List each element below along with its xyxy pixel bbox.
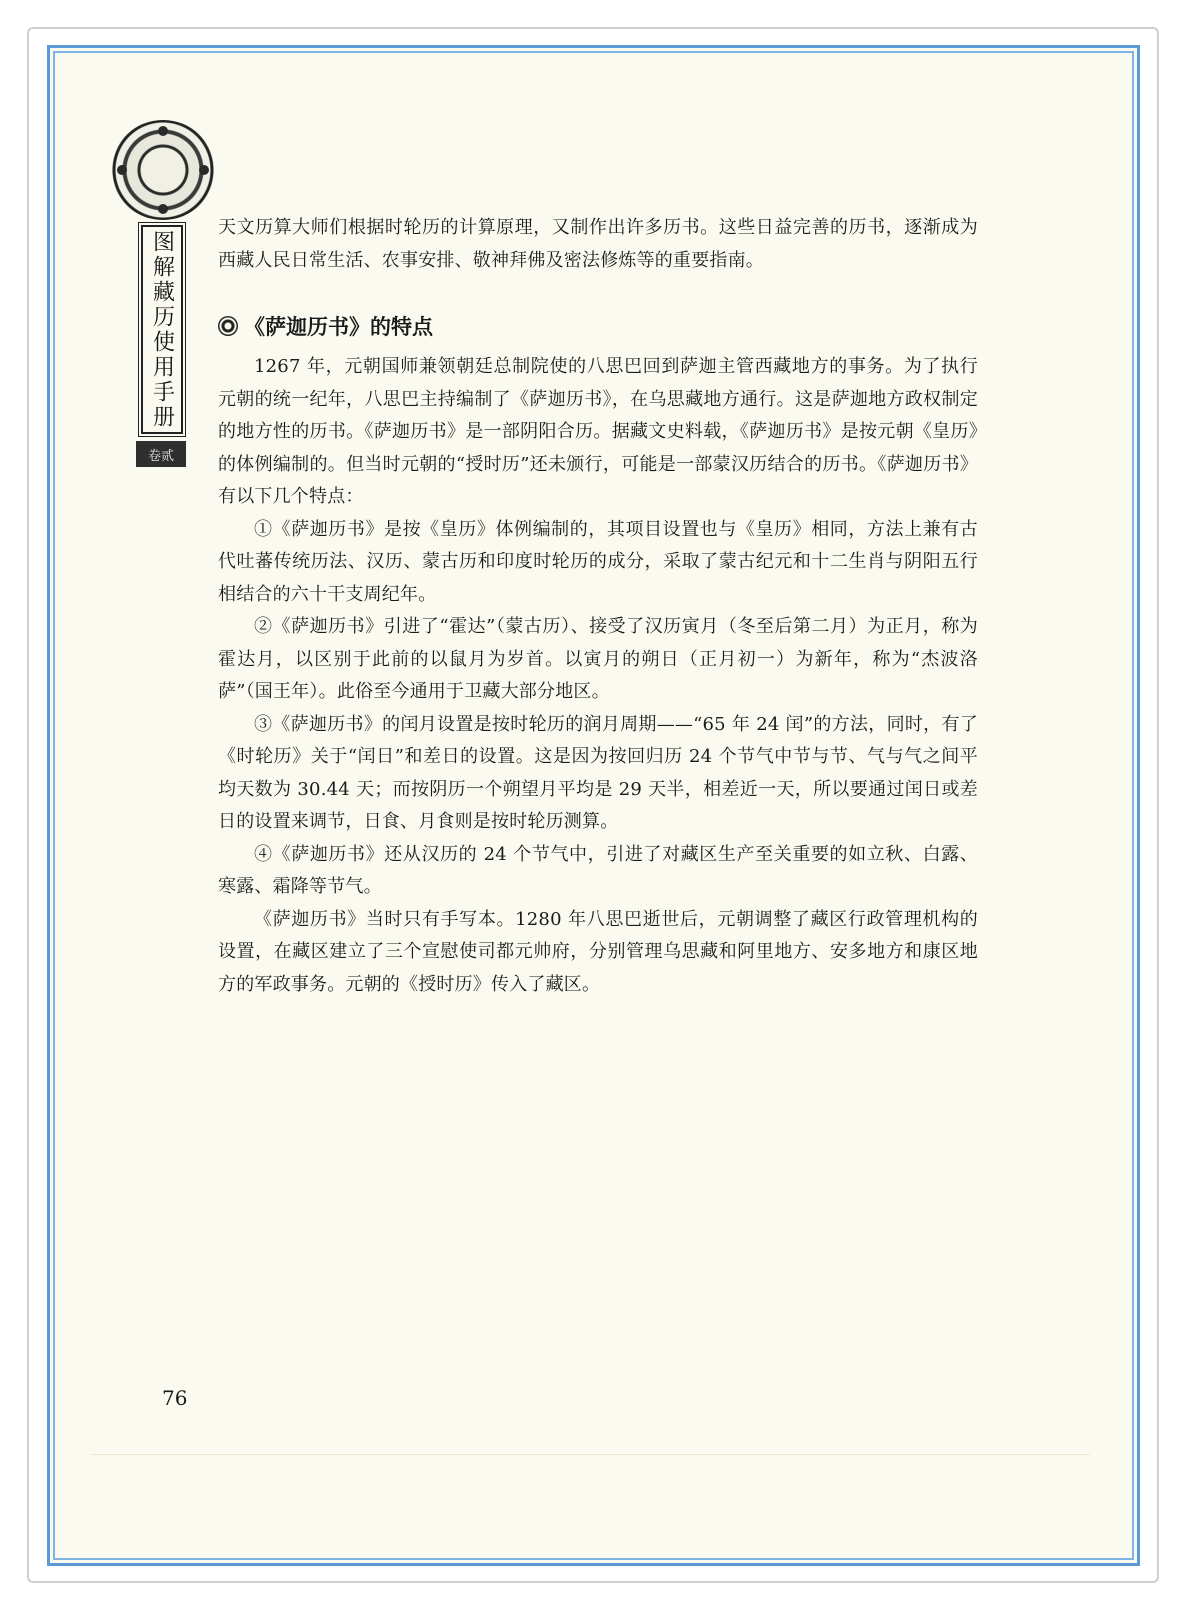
section-paragraph: 《萨迦历书》当时只有手写本。1280 年八思巴逝世后，元朝调整了藏区行政管理机构的设置，在藏区建立了三个宣慰使司都元帅府，分别管理乌思藏和阿里地方、安多地方和康区地方的军政事务。元朝的《授时历》传入了藏区。	[218, 908, 978, 995]
section-paragraph: 1267 年，元朝国师兼领朝廷总制院使的八思巴回到萨迦主管西藏地方的事务。为了执行元朝的统一纪年，八思巴主持编制了《萨迦历书》，在乌思藏地方通行。这是萨迦地方政权制定的地方性的历书。《萨迦历书》是一部阴阳合历。据藏文史料载，《萨迦历书》是按元朝《皇历》的体例编制的。但当时元朝的“授时历”还未颁行，可能是一部蒙汉历结合的历书。《萨迦历书》有以下几个特点：	[218, 356, 978, 507]
section-paragraph: ④《萨迦历书》还从汉历的 24 个节气中，引进了对藏区生产至关重要的如立秋、白露、寒露、霜降等节气。	[218, 843, 978, 897]
side-volume-badge: 卷贰	[136, 441, 186, 467]
section-paragraph: ③《萨迦历书》的闰月设置是按时轮历的润月周期——“65 年 24 闰”的方法，同时，有了《时轮历》关于“闰日”和差日的设置。这是因为按回归历 24 个节气中节与节、气与气之间平均天数为 30.44 天；而按阴历一个朔望月平均是 29 天半，相差近一天，所以要通过闰日或差日的设置来调节，日食、月食则是按时轮历测算。	[218, 713, 978, 832]
section-heading	[218, 311, 978, 341]
section-paragraph: ②《萨迦历书》引进了“霍达”（蒙古历）、接受了汉历寅月（冬至后第二月）为正月，称为霍达月，以区别于此前的以鼠月为岁首。以寅月的朔日（正月初一）为新年，称为“杰波洛萨”（国王年）。此俗至今通用于卫藏大部分地区。	[218, 616, 978, 702]
section-heading-text: 《萨迦历书》的特点	[244, 315, 433, 339]
ornamental-emblem-icon	[111, 120, 215, 220]
footer-divider	[90, 1454, 1090, 1455]
main-content	[218, 212, 978, 1001]
section-paragraph: ①《萨迦历书》是按《皇历》体例编制的，其项目设置也与《皇历》相同，方法上兼有古代吐蕃传统历法、汉历、蒙古历和印度时轮历的成分，采取了蒙古纪元和十二生肖与阴阳五行相结合的六十干支周纪年。	[218, 518, 978, 605]
page-number: 76	[162, 1386, 188, 1410]
side-book-title	[141, 225, 183, 434]
wheel-bullet-icon	[218, 316, 238, 336]
side-title-text: 图解藏历使用手册	[149, 229, 175, 430]
intro-paragraph: 天文历算大师们根据时轮历的计算原理，又制作出许多历书。这些日益完善的历书，逐渐成为西藏人民日常生活、农事安排、敬神拜佛及密法修炼等的重要指南。	[218, 217, 978, 271]
